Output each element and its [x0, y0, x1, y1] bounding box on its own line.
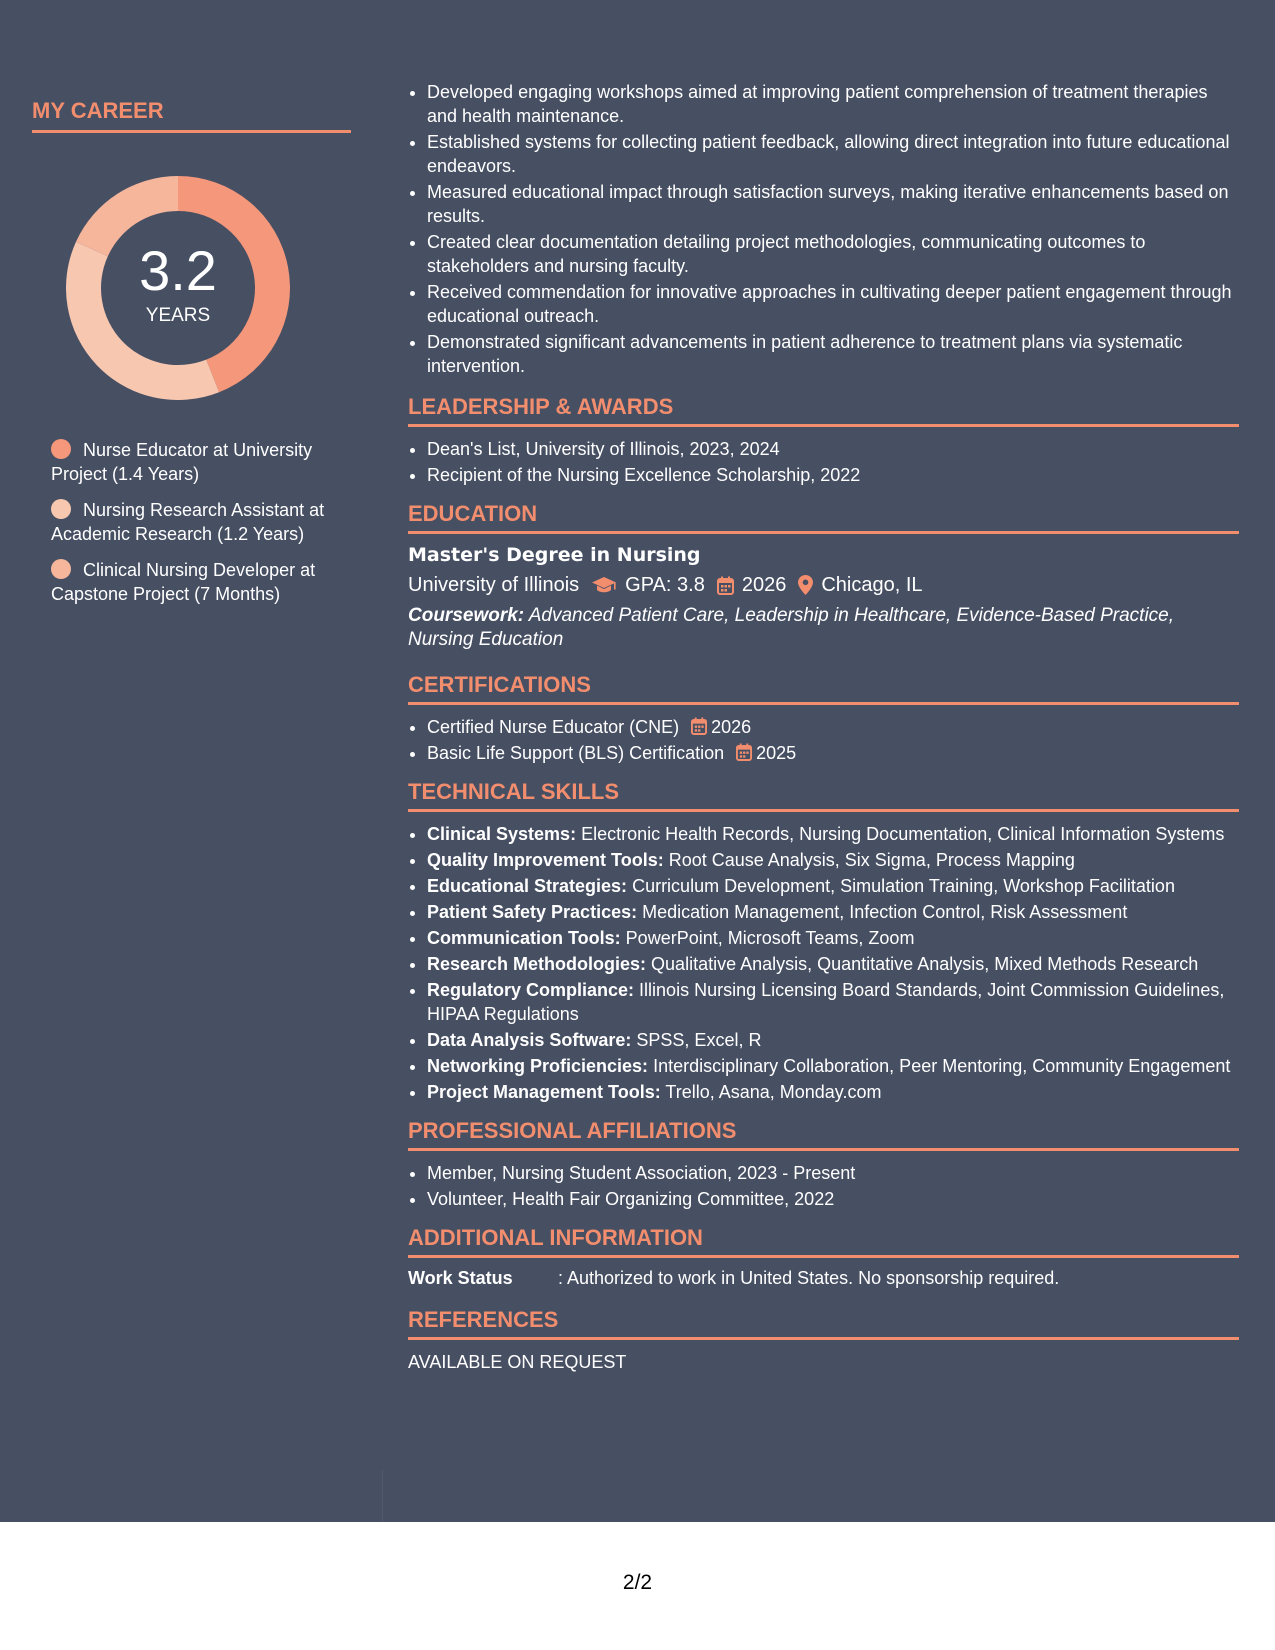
skill-label: Networking Proficiencies:	[427, 1056, 649, 1076]
legend-item	[51, 438, 341, 486]
school-name: University of Illinois	[408, 574, 580, 596]
cert-year: 2025	[756, 743, 797, 763]
degree-details	[408, 572, 1239, 598]
legend-label: Nurse Educator at University Project (1.4 Years)	[51, 440, 313, 484]
list-item: • Recipient of the Nursing Excellence Scholarship, 2022	[427, 463, 1239, 487]
legend-dot	[51, 439, 71, 459]
degree-title: Master's Degree in Nursing	[408, 544, 701, 566]
work-status-label: Work Status	[408, 1268, 513, 1288]
skill-label: Patient Safety Practices:	[427, 902, 638, 922]
cert-name: Certified Nurse Educator (CNE)	[427, 717, 680, 737]
list-item: • Volunteer, Health Fair Organizing Committee, 2022	[427, 1187, 1239, 1211]
skill-value: Trello, Asana, Monday.com	[660, 1082, 882, 1102]
graduation-year: 2026	[741, 574, 787, 596]
skill-value: SPSS, Excel, R	[631, 1030, 762, 1050]
skill-value: Qualitative Analysis, Quantitative Analysis, Mixed Methods Research	[646, 954, 1199, 974]
list-item	[427, 874, 1239, 898]
section-title-references: REFERENCES	[408, 1307, 1239, 1340]
list-item	[427, 822, 1239, 846]
career-donut	[66, 176, 290, 400]
school-location: Chicago, IL	[821, 574, 923, 596]
donut-center	[66, 176, 290, 400]
skill-value: Curriculum Development, Simulation Training, Workshop Facilitation	[627, 876, 1175, 896]
list-item	[427, 741, 1239, 765]
skill-value: PowerPoint, Microsoft Teams, Zoom	[620, 928, 915, 948]
work-status	[408, 1268, 1239, 1289]
career-total: 3.2	[139, 239, 217, 302]
list-item	[427, 715, 1239, 739]
column-divider	[382, 1470, 383, 1522]
section-title-additional: ADDITIONAL INFORMATION	[408, 1225, 1239, 1258]
list-item	[427, 1028, 1239, 1052]
skill-label: Quality Improvement Tools:	[427, 850, 664, 870]
skill-value: Interdisciplinary Collaboration, Peer Mentoring, Community Engagement	[648, 1056, 1231, 1076]
list-item: • Created clear documentation detailing project methodologies, communicating outcomes to stakeholders and nursing faculty.	[427, 230, 1239, 278]
cert-year: 2026	[711, 717, 752, 737]
list-item	[427, 900, 1239, 924]
skill-value: Illinois Nursing Licensing Board Standards, Joint Commission Guidelines, HIPAA Regulations	[427, 980, 1225, 1024]
references-text: AVAILABLE ON REQUEST	[408, 1352, 627, 1372]
work-status-value: : Authorized to work in United States. No sponsorship required.	[558, 1268, 1060, 1288]
skill-label: Data Analysis Software:	[427, 1030, 632, 1050]
list-item: • Received commendation for innovative approaches in cultivating deeper patient engagement through educational outreach.	[427, 280, 1239, 328]
list-item	[427, 1080, 1239, 1104]
career-title: MY CAREER	[32, 98, 351, 133]
section-title-skills: TECHNICAL SKILLS	[408, 779, 1239, 812]
skill-label: Research Methodologies:	[427, 954, 647, 974]
list-item: • Demonstrated significant advancements in patient adherence to treatment plans via systematic intervention.	[427, 330, 1239, 378]
coursework-list: Advanced Patient Care, Leadership in Healthcare, Evidence-Based Practice, Nursing Education	[408, 605, 1175, 650]
legend-item	[51, 498, 341, 546]
affiliations-list	[408, 1161, 1239, 1211]
list-item: • Established systems for collecting patient feedback, allowing direct integration into future educational endeavors.	[427, 130, 1239, 178]
section-title-certifications: CERTIFICATIONS	[408, 672, 1239, 705]
map-pin-icon	[798, 575, 813, 595]
skill-label: Clinical Systems:	[427, 824, 577, 844]
legend-dot	[51, 499, 71, 519]
calendar-icon	[691, 717, 707, 735]
gpa: GPA: 3.8	[625, 574, 705, 596]
list-item: • Measured educational impact through satisfaction surveys, making iterative enhancements based on results.	[427, 180, 1239, 228]
calendar-icon	[736, 743, 752, 761]
coursework-label: Coursework:	[408, 605, 525, 626]
legend-dot	[51, 559, 71, 579]
cert-name: Basic Life Support (BLS) Certification	[427, 743, 725, 763]
skill-label: Regulatory Compliance:	[427, 980, 635, 1000]
skill-label: Educational Strategies:	[427, 876, 628, 896]
list-item	[427, 952, 1239, 976]
experience-bullets	[408, 80, 1239, 378]
list-item	[427, 848, 1239, 872]
list-item	[427, 978, 1239, 1026]
career-unit: YEARS	[145, 305, 211, 326]
list-item: • Dean's List, University of Illinois, 2023, 2024	[427, 437, 1239, 461]
calendar-icon	[717, 576, 734, 595]
skill-value: Root Cause Analysis, Six Sigma, Process Mapping	[663, 850, 1075, 870]
list-item	[427, 926, 1239, 950]
main-content	[408, 80, 1239, 1373]
graduation-cap-icon	[591, 576, 617, 594]
career-sidebar	[32, 98, 351, 604]
list-item: • Developed engaging workshops aimed at improving patient comprehension of treatment therapies and health maintenance.	[427, 80, 1239, 128]
list-item: • Member, Nursing Student Association, 2023 - Present	[427, 1161, 1239, 1185]
leadership-list	[408, 437, 1239, 487]
skill-label: Project Management Tools:	[427, 1082, 661, 1102]
section-title-education: EDUCATION	[408, 501, 1239, 534]
skill-value: Medication Management, Infection Control, Risk Assessment	[637, 902, 1128, 922]
page-number: 2/2	[622, 1571, 653, 1594]
section-title-leadership: LEADERSHIP & AWARDS	[408, 394, 1239, 427]
skill-label: Communication Tools:	[427, 928, 621, 948]
skill-value: Electronic Health Records, Nursing Documentation, Clinical Information Systems	[576, 824, 1225, 844]
legend-label: Clinical Nursing Developer at Capstone Project (7 Months)	[51, 560, 316, 604]
list-item	[427, 1054, 1239, 1078]
section-title-affiliations: PROFESSIONAL AFFILIATIONS	[408, 1118, 1239, 1151]
skills-list	[408, 822, 1239, 1104]
certifications-list	[408, 715, 1239, 765]
career-legend	[51, 438, 341, 618]
legend-item	[51, 558, 341, 606]
coursework	[408, 604, 1239, 652]
legend-label: Nursing Research Assistant at Academic Research (1.2 Years)	[51, 500, 325, 544]
